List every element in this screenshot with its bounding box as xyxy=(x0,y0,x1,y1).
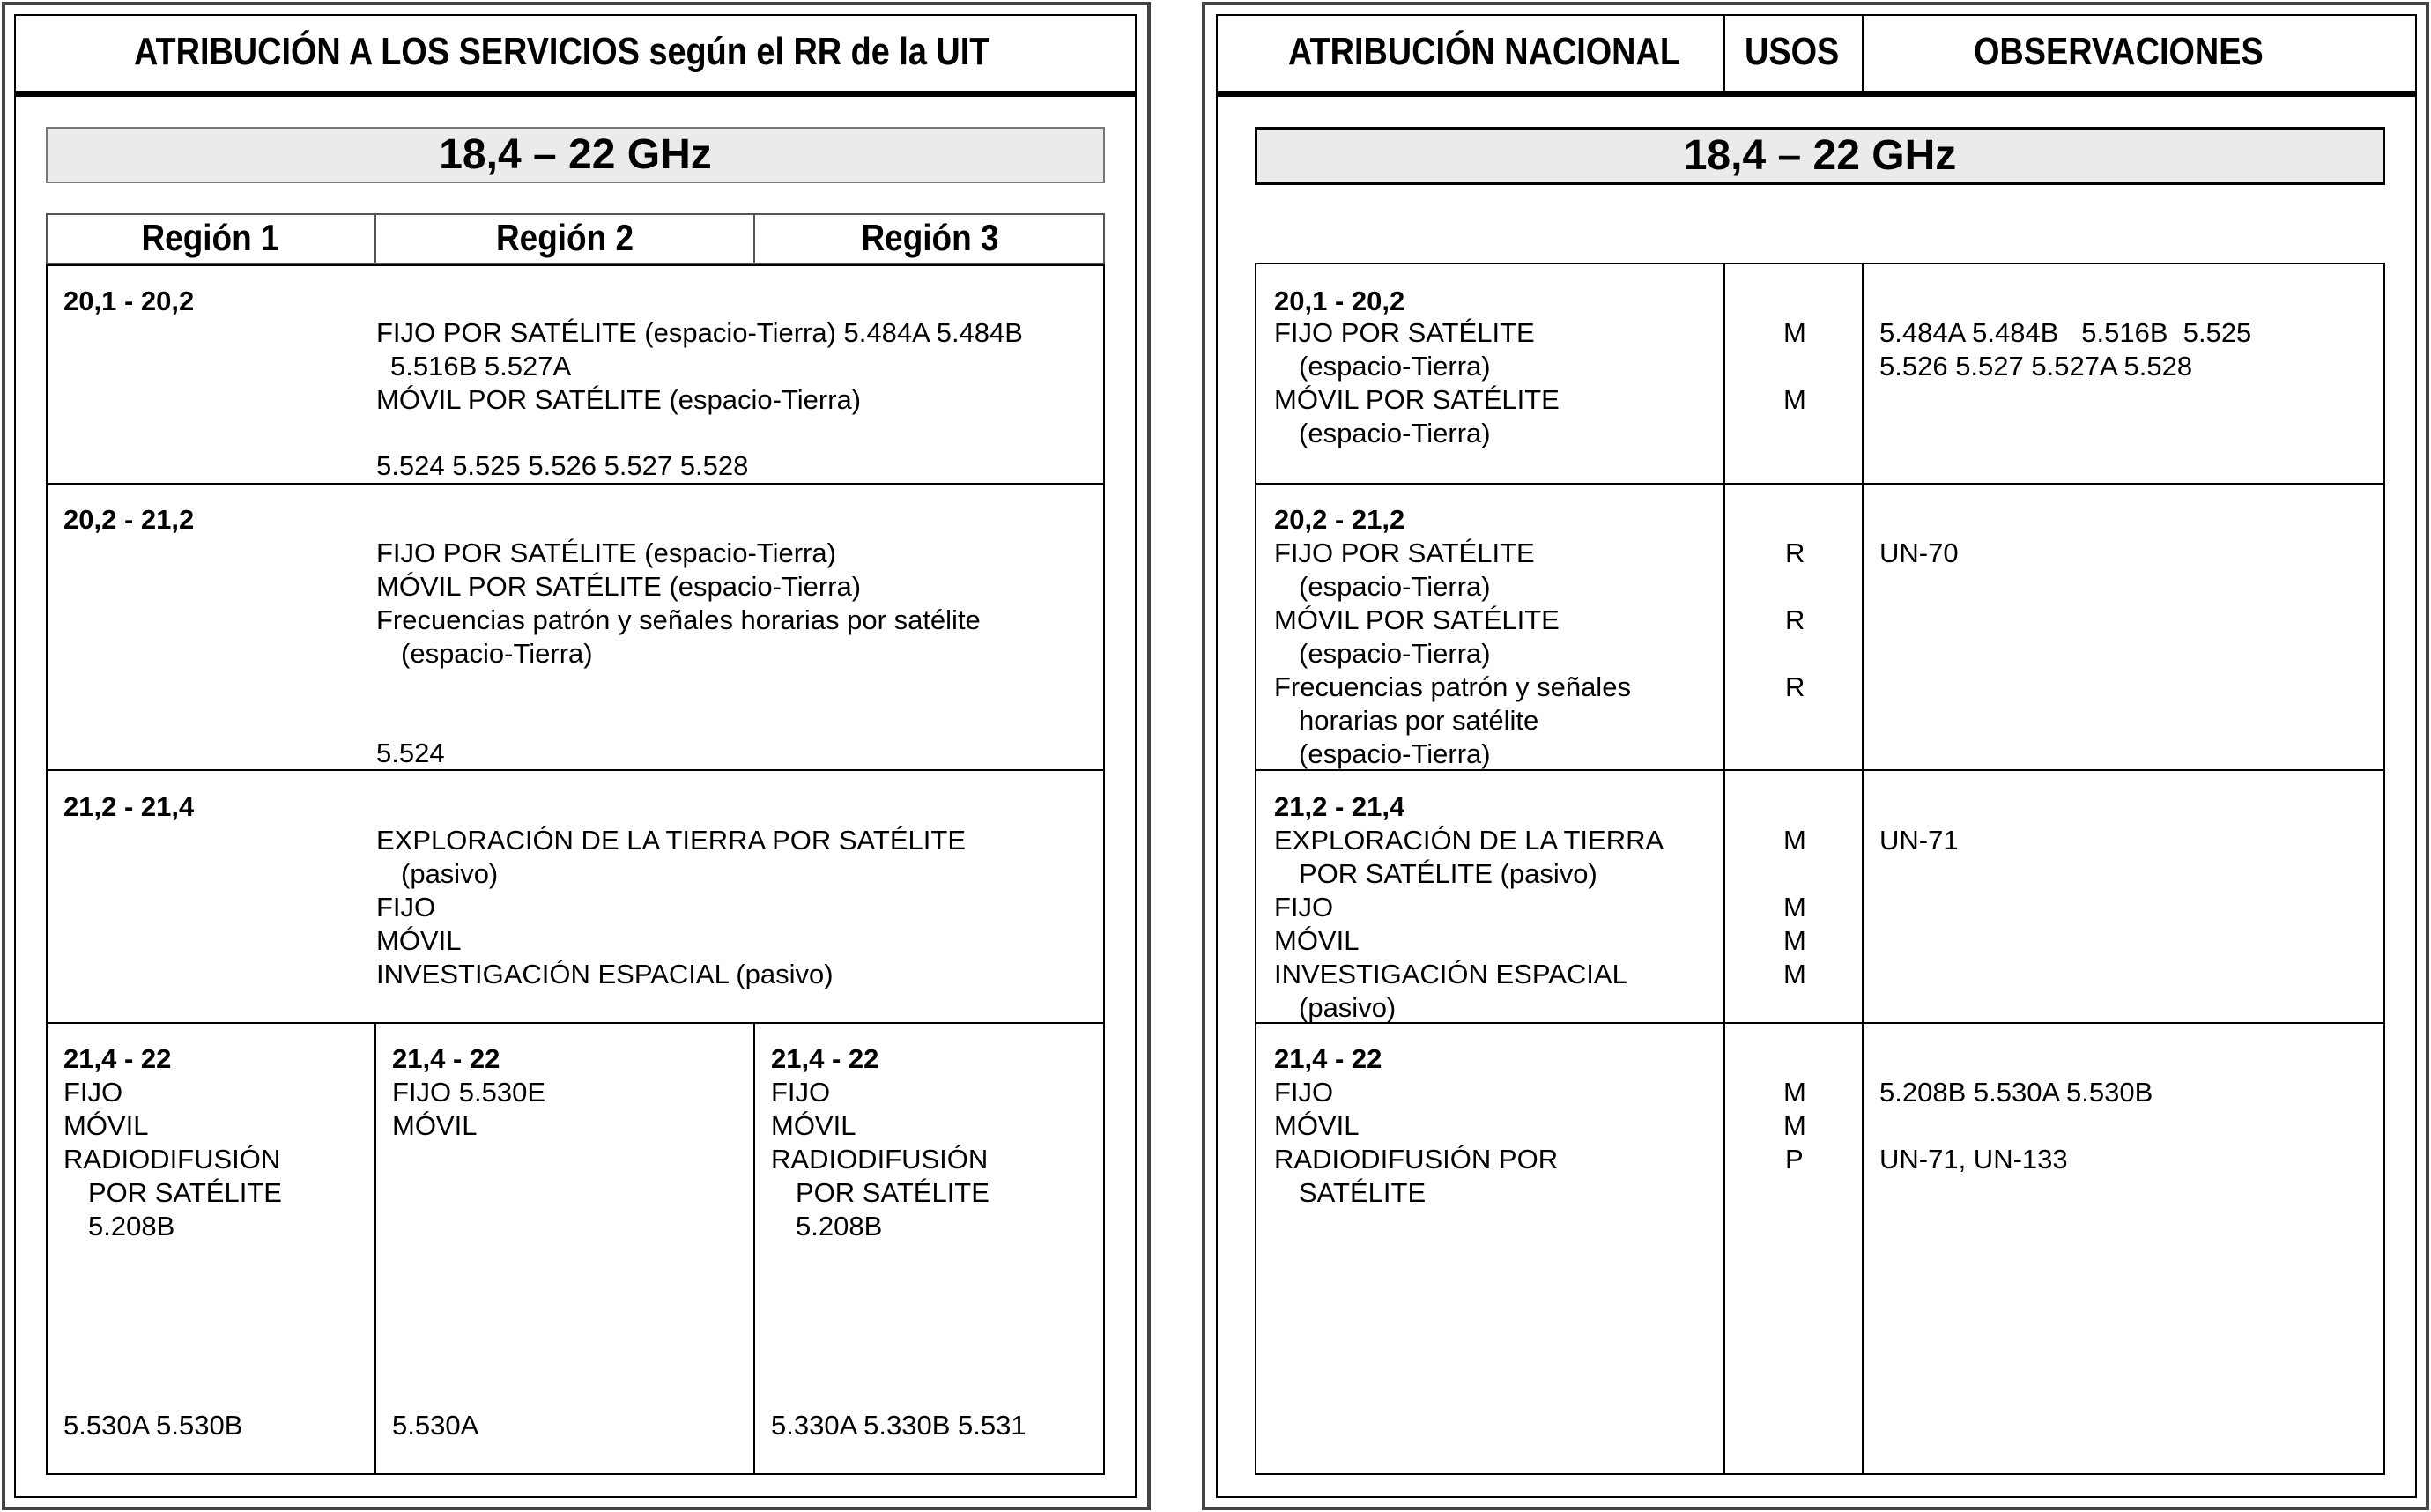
region3-service: POR SATÉLITE xyxy=(796,1177,989,1208)
right-row3-service: INVESTIGACIÓN ESPACIAL xyxy=(1274,959,1627,989)
region2-service: MÓVIL xyxy=(392,1110,478,1141)
right-row3-service: POR SATÉLITE (pasivo) xyxy=(1299,858,1597,889)
right-row2-service: (espacio-Tierra) xyxy=(1299,638,1491,669)
right-col-divider-1 xyxy=(1723,263,1725,1475)
right-row3-service: FIJO xyxy=(1274,892,1334,923)
right-row4-obs: 5.208B 5.530A 5.530B xyxy=(1879,1077,2153,1108)
left-row1-footnotes: 5.524 5.525 5.526 5.527 5.528 xyxy=(376,450,749,481)
left-row1-range: 20,1 - 20,2 xyxy=(63,285,195,316)
right-row2-range: 20,2 - 21,2 xyxy=(1274,504,1405,535)
left-header-title: ATRIBUCIÓN A LOS SERVICIOS según el RR de la UIT xyxy=(134,30,990,73)
right-row4-obs: UN-71, UN-133 xyxy=(1879,1144,2068,1175)
right-band-title: 18,4 – 22 GHz xyxy=(1683,132,1957,179)
right-row3-range: 21,2 - 21,4 xyxy=(1274,791,1405,822)
right-row1-range: 20,1 - 20,2 xyxy=(1274,285,1405,316)
right-row4-service: SATÉLITE xyxy=(1299,1177,1427,1208)
split-divider-2 xyxy=(753,1022,755,1475)
right-row1-uso: M xyxy=(1783,384,1806,415)
right-row-divider-1 xyxy=(1255,483,2385,485)
left-row2-service: MÓVIL POR SATÉLITE (espacio-Tierra) xyxy=(376,571,862,602)
right-row2-uso: R xyxy=(1785,604,1805,635)
region-divider-1 xyxy=(374,213,376,264)
right-row4-service: FIJO xyxy=(1274,1077,1334,1108)
right-header-divider-2 xyxy=(1862,14,1864,93)
region-1-header: Región 1 xyxy=(141,217,279,258)
region-3-header: Región 3 xyxy=(861,217,999,258)
region1-service: MÓVIL xyxy=(63,1110,149,1141)
split-divider-1 xyxy=(374,1022,376,1475)
right-row2-service: Frecuencias patrón y señales xyxy=(1274,671,1631,702)
region2-range: 21,4 - 22 xyxy=(392,1043,500,1074)
left-row2-service: FIJO POR SATÉLITE (espacio-Tierra) xyxy=(376,537,836,568)
left-row3-service: (pasivo) xyxy=(401,858,499,889)
right-row3-uso: M xyxy=(1783,825,1806,856)
right-row1-service: (espacio-Tierra) xyxy=(1299,351,1491,382)
region3-footnotes: 5.330A 5.330B 5.531 xyxy=(771,1410,1027,1441)
right-row3-service: EXPLORACIÓN DE LA TIERRA xyxy=(1274,825,1664,856)
right-row2-obs: UN-70 xyxy=(1879,537,1959,568)
region1-service: POR SATÉLITE xyxy=(88,1177,282,1208)
right-row4-service: RADIODIFUSIÓN POR xyxy=(1274,1144,1559,1175)
left-row1-service: MÓVIL POR SATÉLITE (espacio-Tierra) xyxy=(376,384,862,415)
right-row3-service: (pasivo) xyxy=(1299,992,1397,1023)
right-row1-service: (espacio-Tierra) xyxy=(1299,418,1491,448)
left-band-banner xyxy=(46,127,1105,183)
left-row2-range: 20,2 - 21,2 xyxy=(63,504,195,535)
region1-service: RADIODIFUSIÓN xyxy=(63,1144,281,1175)
left-row2-service: Frecuencias patrón y señales horarias por satélite xyxy=(376,604,981,635)
row-divider-1 xyxy=(46,483,1105,485)
right-row3-obs: UN-71 xyxy=(1879,825,1959,856)
right-row3-uso: M xyxy=(1783,892,1806,923)
row-divider-2 xyxy=(46,769,1105,771)
region-divider-2 xyxy=(753,213,755,264)
right-row4-range: 21,4 - 22 xyxy=(1274,1043,1382,1074)
right-row2-uso: R xyxy=(1785,671,1805,702)
left-band-title: 18,4 – 22 GHz xyxy=(439,131,712,178)
right-row4-uso: P xyxy=(1785,1144,1804,1175)
right-header-usos: USOS xyxy=(1745,30,1840,73)
region1-service: FIJO xyxy=(63,1077,123,1108)
right-row4-uso: M xyxy=(1783,1077,1806,1108)
left-row3-service: EXPLORACIÓN DE LA TIERRA POR SATÉLITE xyxy=(376,825,966,856)
region3-service: FIJO xyxy=(771,1077,831,1108)
region3-service: 5.208B xyxy=(796,1211,883,1241)
right-row1-obs: 5.484A 5.484B 5.516B 5.525 xyxy=(1879,317,2252,348)
region3-service: RADIODIFUSIÓN xyxy=(771,1144,989,1175)
right-row2-service: MÓVIL POR SATÉLITE xyxy=(1274,604,1560,635)
right-row1-uso: M xyxy=(1783,317,1806,348)
region-2-header: Región 2 xyxy=(495,217,634,258)
row-divider-3 xyxy=(46,1022,1105,1024)
right-row2-uso: R xyxy=(1785,537,1805,568)
right-header-observaciones: OBSERVACIONES xyxy=(1974,30,2264,73)
region3-service: MÓVIL xyxy=(771,1110,856,1141)
region1-service: 5.208B xyxy=(88,1211,175,1241)
right-row3-service: MÓVIL xyxy=(1274,925,1360,956)
left-row3-range: 21,2 - 21,4 xyxy=(63,791,195,822)
right-row2-service: FIJO POR SATÉLITE xyxy=(1274,537,1535,568)
right-band-banner xyxy=(1255,127,2385,185)
region1-footnotes: 5.530A 5.530B xyxy=(63,1410,243,1441)
right-row2-service: (espacio-Tierra) xyxy=(1299,571,1491,602)
left-row1-service: 5.516B 5.527A xyxy=(390,351,572,382)
left-row3-service: MÓVIL xyxy=(376,925,462,956)
left-row3-service: FIJO xyxy=(376,892,436,923)
right-row2-service: (espacio-Tierra) xyxy=(1299,738,1491,769)
right-row1-service: FIJO POR SATÉLITE xyxy=(1274,317,1535,348)
left-allocation-table xyxy=(46,264,1105,1475)
right-row-divider-3 xyxy=(1255,1022,2385,1024)
region3-range: 21,4 - 22 xyxy=(771,1043,879,1074)
left-row2-service: (espacio-Tierra) xyxy=(401,638,593,669)
region2-footnotes: 5.530A xyxy=(392,1410,479,1441)
right-header-national: ATRIBUCIÓN NACIONAL xyxy=(1288,30,1680,73)
right-row3-uso: M xyxy=(1783,959,1806,989)
right-row1-obs: 5.526 5.527 5.527A 5.528 xyxy=(1879,351,2193,382)
left-row1-service: FIJO POR SATÉLITE (espacio-Tierra) 5.484A 5.484B xyxy=(376,317,1023,348)
left-row3-service: INVESTIGACIÓN ESPACIAL (pasivo) xyxy=(376,959,834,989)
right-header-divider-1 xyxy=(1723,14,1725,93)
right-row2-service: horarias por satélite xyxy=(1299,705,1539,736)
region2-service: FIJO 5.530E xyxy=(392,1077,546,1108)
right-row4-uso: M xyxy=(1783,1110,1806,1141)
region1-range: 21,4 - 22 xyxy=(63,1043,172,1074)
right-row4-service: MÓVIL xyxy=(1274,1110,1360,1141)
right-row3-uso: M xyxy=(1783,925,1806,956)
right-col-divider-2 xyxy=(1862,263,1864,1475)
left-row2-footnotes: 5.524 xyxy=(376,737,445,768)
right-row1-service: MÓVIL POR SATÉLITE xyxy=(1274,384,1560,415)
